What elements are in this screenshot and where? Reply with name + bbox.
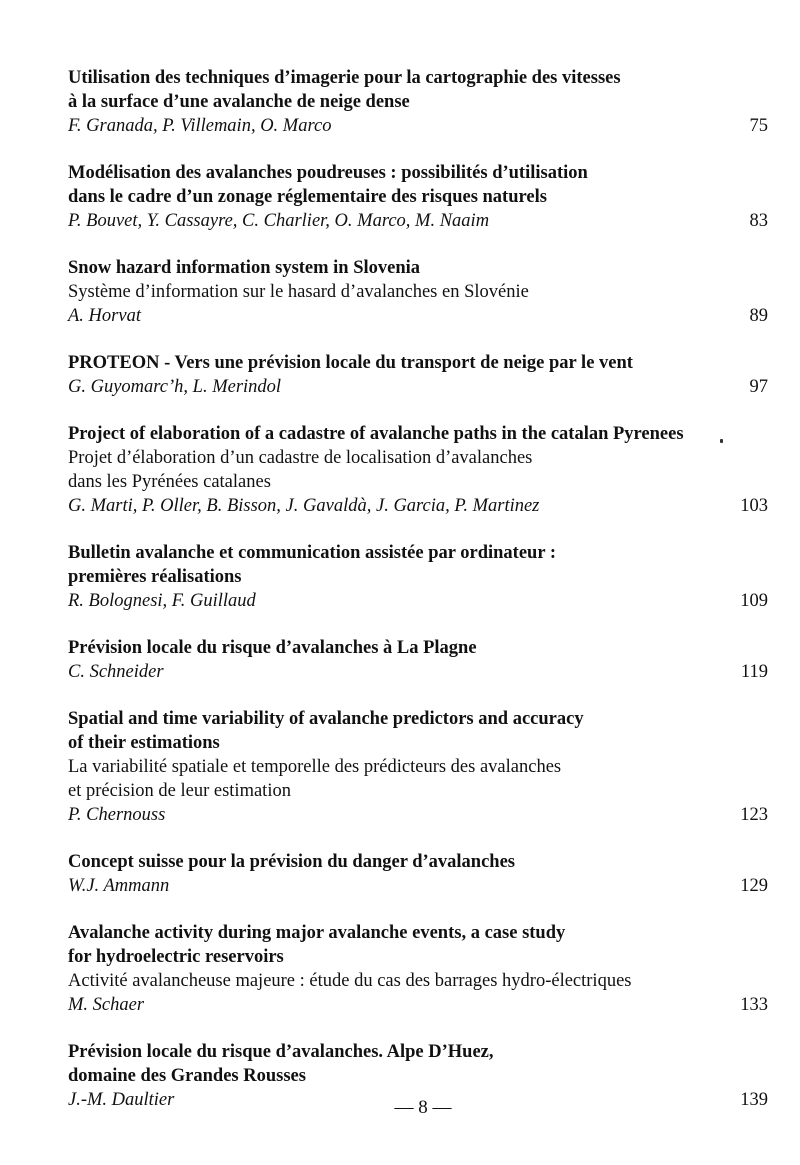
entry-page-number: 83 — [749, 211, 768, 231]
entry-authors: J.-M. Daultier — [68, 1090, 175, 1110]
entry-title-line: of their estimations — [68, 733, 220, 753]
toc-entry — [68, 921, 768, 1017]
entry-page-number: 89 — [749, 306, 768, 326]
entry-authors: A. Horvat — [68, 306, 141, 326]
print-speck — [720, 439, 723, 443]
toc-entry — [68, 351, 768, 399]
entry-authors: P. Chernouss — [68, 805, 166, 825]
entry-title-line: dans le cadre d’un zonage réglementaire des risques naturels — [68, 187, 547, 207]
entry-title-line: Project of elaboration of a cadastre of avalanche paths in the catalan Pyrenees — [68, 424, 684, 444]
entry-authors: G. Guyomarc’h, L. Merindol — [68, 377, 282, 397]
entry-title-line: Utilisation des techniques d’imagerie pour la cartographie des vitesses — [68, 68, 621, 88]
entry-page-number: 103 — [740, 496, 768, 516]
table-of-contents — [68, 66, 768, 1135]
toc-entry — [68, 850, 768, 898]
entry-authors: C. Schneider — [68, 662, 164, 682]
entry-title-line: Prévision locale du risque d’avalanches à La Plagne — [68, 638, 477, 658]
entry-title-line: Snow hazard information system in Slovenia — [68, 258, 421, 278]
entry-title-line: Modélisation des avalanches poudreuses : possibilités d’utilisation — [68, 163, 588, 183]
entry-title-line: à la surface d’une avalanche de neige dense — [68, 92, 410, 112]
entry-subtitle-line: Système d’information sur le hasard d’avalanches en Slovénie — [68, 282, 529, 302]
entry-page-number: 75 — [749, 116, 768, 136]
entry-authors: R. Bolognesi, F. Guillaud — [68, 591, 256, 611]
entry-page-number: 123 — [740, 805, 768, 825]
entry-subtitle-line: et précision de leur estimation — [68, 781, 291, 801]
toc-entry — [68, 66, 768, 138]
entry-title-line: PROTEON - Vers une prévision locale du transport de neige par le vent — [68, 353, 633, 373]
entry-authors: P. Bouvet, Y. Cassayre, C. Charlier, O. Marco, M. Naaim — [68, 211, 490, 231]
entry-subtitle-line: Projet d’élaboration d’un cadastre de localisation d’avalanches — [68, 448, 533, 468]
entry-authors: M. Schaer — [68, 995, 145, 1015]
entry-page-number: 109 — [740, 591, 768, 611]
entry-subtitle-line: La variabilité spatiale et temporelle des prédicteurs des avalanches — [68, 757, 562, 777]
entry-title-line: Concept suisse pour la prévision du danger d’avalanches — [68, 852, 515, 872]
entry-authors: W.J. Ammann — [68, 876, 170, 896]
entry-title-line: premières réalisations — [68, 567, 242, 587]
toc-entry — [68, 256, 768, 328]
entry-title-line: Avalanche activity during major avalanche events, a case study — [68, 923, 566, 943]
entry-subtitle-line: dans les Pyrénées catalanes — [68, 472, 271, 492]
entry-authors: G. Marti, P. Oller, B. Bisson, J. Gavaldà, J. Garcia, P. Martinez — [68, 496, 540, 516]
entry-title-line: Bulletin avalanche et communication assistée par ordinateur : — [68, 543, 557, 563]
toc-entry — [68, 707, 768, 827]
entry-title-line: for hydroelectric reservoirs — [68, 947, 284, 967]
entry-page-number: 133 — [740, 995, 768, 1015]
page-number-footer: — 8 — — [394, 1097, 452, 1118]
entry-title-line: Spatial and time variability of avalanche predictors and accuracy — [68, 709, 584, 729]
entry-page-number: 97 — [749, 377, 768, 397]
toc-entry — [68, 161, 768, 233]
entry-page-number: 139 — [740, 1090, 768, 1110]
entry-page-number: 119 — [740, 662, 768, 682]
entry-page-number: 129 — [740, 876, 768, 896]
toc-entry — [68, 541, 768, 613]
toc-entry — [68, 636, 768, 684]
entry-title-line: Prévision locale du risque d’avalanches. Alpe D’Huez, — [68, 1042, 494, 1062]
entry-title-line: domaine des Grandes Rousses — [68, 1066, 306, 1086]
entry-subtitle-line: Activité avalancheuse majeure : étude du cas des barrages hydro-électriques — [68, 971, 632, 991]
toc-entry — [68, 422, 768, 518]
entry-authors: F. Granada, P. Villemain, O. Marco — [68, 116, 332, 136]
